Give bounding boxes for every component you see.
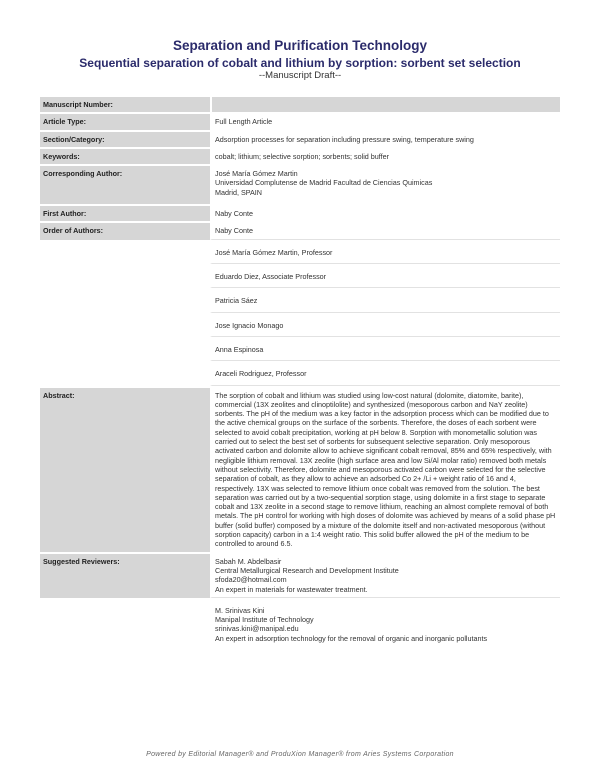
author-row — [40, 242, 560, 264]
corresponding-author-name: José María Gómez Martin — [215, 169, 298, 179]
section-label: Section/Category: — [40, 132, 210, 147]
manuscript-number-value — [210, 97, 560, 112]
manuscript-number-label: Manuscript Number: — [40, 97, 210, 112]
reviewer-entry — [210, 554, 560, 598]
author-row — [40, 290, 560, 312]
corresponding-author-location: Madrid, SPAIN — [215, 187, 262, 197]
draft-label: --Manuscript Draft-- — [258, 70, 342, 81]
keywords-label: Keywords: — [40, 149, 210, 164]
first-author-label: First Author: — [40, 206, 210, 221]
reviewer-note: An expert in adsorption technology for the removal of organic and inorganic pollutants — [215, 633, 488, 643]
footer-credit: Powered by Editorial Manager® and ProduXion Manager® from Aries Systems Corporation — [146, 751, 454, 758]
row-first-author — [40, 206, 560, 221]
keywords-value: cobalt; lithium; selective sorption; sorbents; solid buffer — [210, 149, 560, 164]
article-type-value: Full Length Article — [210, 114, 560, 129]
order-of-authors-label: Order of Authors: — [40, 223, 210, 239]
reviewer-email: srinivas.kini@manipal.edu — [215, 624, 299, 634]
article-type-label: Article Type: — [40, 114, 210, 129]
row-suggested-reviewers — [40, 554, 560, 598]
author-row — [40, 339, 560, 361]
abstract-text: The sorption of cobalt and lithium was studied using low-cost natural (dolomite, diatomite, barite), commercial (13X zeolites and clinoptilolite) and synthesized (mesoporous carbon and NaY zeolite) sorbents. The pH of the medium was a key factor in the adsorption process which can be modified due to the active chemical groups on the surface of the sorbents. Therefore, the doses of each sorbent were selected to avoid cobalt precipitation, working at pH below 8. Sorption with monometallic solution was carried out to select the best set of sorbents for subsequent selective separation. Only mesoporous activated carbon and dolomite allow to achieve significant cobalt removal, 85% and 65% respectively, with negligible lithium removal. 13X zeolite (high surface area and low Si/Al molar ratio) removed both metals without selectivity. Therefore, dolomite and mesoporous activated carbon were selected for the selective separation of cobalt, as they allow to achieve an adsorbed Co 2+ /Li + weight ratio of 16 and 4, respectively. 13X was selected to remove lithium once cobalt was removed from the solution. The best separation was carried out by a two-sequential sorption stage, using dolomite in a first stage to separate cobalt and 13X zeolite in a second stage to remove lithium, reaching an almost complete removal of both metals. The pH control for working with high doses of dolomite was achieved by means of a solid phase pH buffer (solid buffer) composed by a mixture of the dolomite itself and non-activated mesoporous (without sorption capacity) carbon in a 1:4 weight ratio. This solid buffer allowed the pH of the medium to be controlled to around 6.5. — [210, 388, 560, 552]
row-manuscript-number — [40, 97, 560, 112]
author-name: Jose Ignacio Monago — [210, 315, 560, 337]
author-row — [40, 363, 560, 385]
corresponding-author-affiliation: Universidad Complutense de Madrid Facultad de Ciencias Quimicas — [215, 178, 433, 188]
corresponding-author-label: Corresponding Author: — [40, 166, 210, 204]
author-row — [40, 223, 560, 239]
manuscript-title: Sequential separation of cobalt and lithium by sorption: sorbent set selection — [79, 56, 521, 70]
reviewer-affiliation: Central Metallurgical Research and Development Institute — [215, 565, 399, 575]
author-name: Araceli Rodriguez, Professor — [210, 363, 560, 385]
abstract-label: Abstract: — [40, 388, 210, 552]
row-abstract — [40, 388, 560, 552]
row-section — [40, 132, 560, 147]
reviewer-note: An expert in materials for wastewater treatment. — [215, 584, 368, 594]
reviewer-name: Sabah M. Abdelbasir — [215, 556, 282, 566]
reviewer-name: M. Srinivas Kini — [215, 605, 265, 615]
suggested-reviewers-label: Suggested Reviewers: — [40, 554, 210, 598]
row-suggested-reviewers — [40, 600, 560, 646]
row-keywords — [40, 149, 560, 164]
manuscript-metadata-table — [40, 95, 560, 648]
section-value: Adsorption processes for separation including pressure swing, temperature swing — [210, 132, 560, 147]
row-corresponding-author — [40, 166, 560, 204]
journal-title: Separation and Purification Technology — [172, 38, 428, 53]
reviewer-entry — [210, 600, 560, 646]
corresponding-author-value — [210, 166, 560, 204]
header — [0, 0, 600, 81]
author-name: José María Gómez Martin, Professor — [210, 242, 560, 264]
row-article-type — [40, 114, 560, 129]
author-name: Anna Espinosa — [210, 339, 560, 361]
author-name: Naby Conte — [210, 223, 560, 239]
author-row — [40, 315, 560, 337]
author-row — [40, 266, 560, 288]
first-author-value: Naby Conte — [210, 206, 560, 221]
reviewer-email: sfoda20@hotmail.com — [215, 575, 287, 585]
reviewer-affiliation: Manipal Institute of Technology — [215, 615, 314, 625]
author-name: Patricia Sáez — [210, 290, 560, 312]
author-name: Eduardo Diez, Associate Professor — [210, 266, 560, 288]
